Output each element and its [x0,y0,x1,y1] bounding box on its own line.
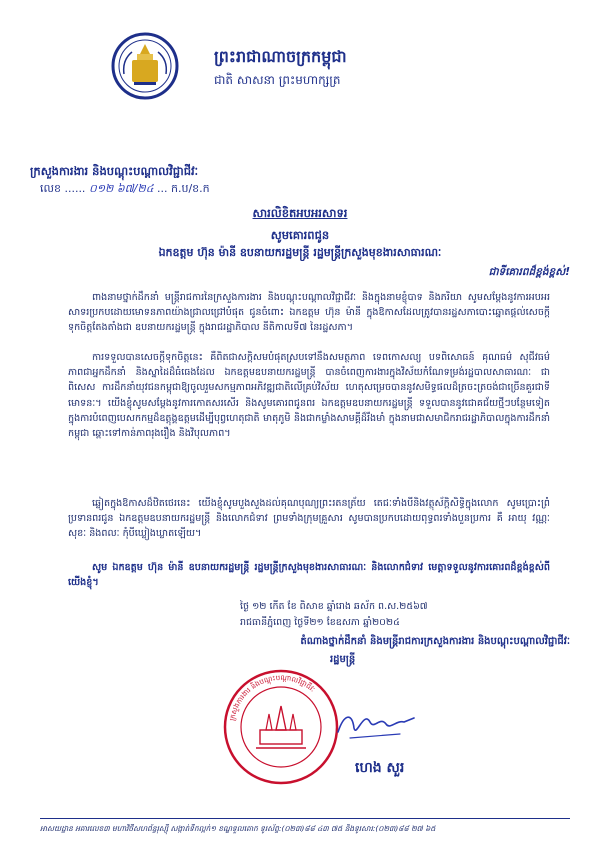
ministry-name: ក្រសួងការងារ និងបណ្តុះបណ្តាលវិជ្ជាជីវៈ [30,164,199,178]
official-seal [222,668,340,786]
salutation: សូមគោរពជូន [270,228,330,242]
seal-text: ក្រសួងការងារ និងបណ្តុះបណ្តាលវិជ្ជាជីវៈ [228,673,317,722]
ref-suffix: ក.ប/ខ.ក [171,182,210,195]
honorific: ជាទីគោរពដ៏ខ្ពង់ខ្ពស់! [488,266,570,278]
footer-address: អាសយដ្ឋាន អគារលេខ៣ មហាវិថីសហព័ន្ធរុស្ស៊ី សង្កាត់ទឹកល្អក់១ ខណ្ឌទួលគោក ទូរស័ព្ទ:(០២៣)៨៨ ៤៣ ៧៥ និងទូរសារ:(០២៣)៨៨ ២៧ ៦៥ [40,824,436,833]
signatory-name: ហេង សួរ [355,760,405,776]
reference-line: លេខ ...... ០១២ ៦៧/២៤ ... ក.ប/ខ.ក [40,182,210,195]
signatory-title: តំណាងថ្នាក់ដឹកនាំ និងមន្ត្រីរាជការក្រសួងការងារ និងបណ្តុះបណ្តាលវិជ្ជាជីវៈ [300,636,570,647]
national-motto: ជាតិ សាសនា ព្រះមហាក្សត្រ [214,73,341,87]
paragraph-2: ការទទួលបានសេចក្តីទុកចិត្តនេះ គឺពិតជាសក្តិសមបំផុតស្របទៅនឹងសមត្ថភាព ទេពកោសល្យ បទពិសោធន៍ គុណធម៌ សុជីវធម៌ ភាពជាអ្នកដឹកនាំ និងស្នាដៃដ៏ធំធេងដែល ឯកឧត្តមឧបនាយករដ្ឋមន្ត្រី បានចំពេញការងារក្នុងវិស័យកំណែទម្រង់រដ្ឋបាលសាធារណៈ ជាពិសេស ការដឹកនាំយុវជនកម្ពុជាឱ្យចូលរួមសកម្មភាពអភិវឌ្ឍជាតិលើគ្រប់វិស័យ ហេតុសម្រេចបាននូវសមិទ្ធផលដ៏ត្រចះត្រចង់ជាច្រើនគួរជាទីមោទនៈ។ យើងខ្ញុំសូមសម្តែងនូវការកោតសរសើរ និងសូមគោរពជូនពរ ឯកឧត្តមឧបនាយករដ្ឋមន្ត្រី ទទួលបាននូវជោគជ័យថ្មីៗបន្ថែមទៀត ក្នុងការបំពេញបេសកកម្មដ៏ឧត្តុង្គឧត្តមដើម្បីបុព្វហេតុជាតិ មាតុភូមិ និងជាកម្លាំងសាមគ្គីដ៏រឹងមាំ ក្នុងនាមជាសមាជិករាជរដ្ឋាភិបាលក្នុងការដឹកនាំកម្ពុជា ឆ្ពោះទៅកាន់ភាពរុងរឿង និងវិបុលភាព។ [68,352,550,440]
paragraph-1: ពាងនាមថ្នាក់ដឹកនាំ មន្ត្រីរាជការនៃក្រសួងការងារ និងបណ្តុះបណ្តាលវិជ្ជាជីវៈ និងក្នុងនាមខ្ញុំបាទ និងភរិយា សូមសម្តែងនូវការអបអរសាទរប្រកបដោយមោទនភាពយ៉ាងជ្រាលជ្រៅបំផុត ជូនចំពោះ ឯកឧត្តម ហ៊ុន ម៉ានី ក្នុងឱកាសដែលត្រូវបានរដ្ឋសភាបោះឆ្នោតផ្តល់សេចក្តីទុកចិត្តតែងតាំងជា ឧបនាយករដ្ឋមន្ត្រី ក្នុងរាជរដ្ឋាភិបាល នីតិកាលទី៧ នៃរដ្ឋសភា។ [68,292,550,334]
kingdom-title: ព្រះរាជាណាចក្រកម្ពុជា [214,47,347,66]
recipient: ឯកឧត្តម ហ៊ុន ម៉ានី ឧបនាយករដ្ឋមន្ត្រី រដ្ឋមន្ត្រីក្រសួងមុខងារសាធារណៈ [158,246,442,259]
letter-type: សារលិខិតអបអរសាទរ [252,206,348,220]
signatory-position: រដ្ឋមន្ត្រី [330,654,356,665]
handwritten-signature [330,702,420,748]
paragraph-3: ឆ្លៀតក្នុងឱកាសដ៏ឋិតថេរនេះ យើងខ្ញុំសូមបួងសួងដល់គុណបុណ្យព្រះរតនត្រ័យ តេជៈទាំងបីនិងវត្ថុស័ក្តិសិទ្ធិក្នុងលោក សូមប្រោះព្រំ ប្រទានពរជូន ឯកឧត្តមឧបនាយករដ្ឋមន្ត្រី និងលោកជំទាវ ព្រមទាំងក្រុមគ្រួសារ សូមបានប្រកបដោយពុទ្ធពរទាំងបួនប្រការ គឺ អាយុ វណ្ណៈ សុខៈ និងពលៈ កុំបីឃ្លៀងឃ្លាតឡើយ។ [68,498,550,540]
solar-date: រាជធានីភ្នំពេញ ថ្ងៃទី២១ ខែឧសភា ឆ្នាំ២០២៤ [240,617,400,628]
ministry-logo [110,30,180,105]
ref-number: ០១២ ៦៧/២៤ [88,182,154,195]
footer-divider [40,818,570,819]
ref-label: លេខ [40,182,61,195]
paragraph-closing: សូម ឯកឧត្តម ហ៊ុន ម៉ានី ឧបនាយករដ្ឋមន្ត្រី រដ្ឋមន្ត្រីក្រសួងមុខងារសាធារណៈ និងលោកជំទាវ មេត្តាទទួលនូវការគោរពដ៏ខ្ពង់ខ្ពស់ពីយើងខ្ញុំ។ [68,562,550,589]
svg-text:ក្រសួងការងារ និងបណ្តុះបណ្តាលវិ [228,674,316,722]
lunar-date: ថ្ងៃ ១២ កើត ខែ ពិសាខ ឆ្នាំរោង ឆស័ក ព.ស.២៥៦៧ [240,601,428,612]
